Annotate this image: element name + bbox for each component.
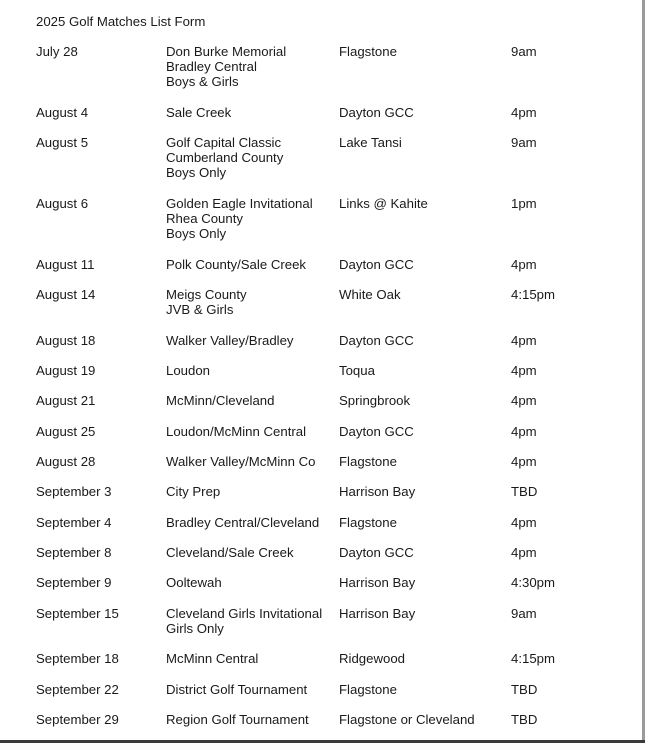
match-event [166, 333, 294, 348]
match-event [166, 424, 306, 439]
match-event-line: Walker Valley/Bradley [166, 333, 294, 348]
match-event-line: Ooltewah [166, 575, 222, 590]
match-event-line: JVB & Girls [166, 302, 234, 318]
match-event-line: Loudon/McMinn Central [166, 424, 307, 439]
match-event-line: Cleveland Girls Invitational [166, 606, 323, 621]
match-date: September 18 [36, 651, 119, 666]
match-location: Flagstone or Cleveland [339, 712, 475, 727]
match-event-line: Boys & Girls [166, 74, 239, 90]
match-time: TBD [511, 484, 538, 499]
match-event [166, 682, 307, 697]
match-event-line: McMinn Central [166, 651, 259, 666]
match-event-line: Golden Eagle Invitational [166, 196, 313, 211]
match-date: August 21 [36, 393, 96, 408]
match-time: 4pm [511, 454, 537, 469]
match-event-line: Walker Valley/McMinn Co [166, 454, 316, 469]
match-event [166, 454, 316, 469]
match-event-line: Bradley Central [166, 59, 257, 75]
match-event [166, 257, 306, 272]
match-time: 4pm [511, 545, 537, 560]
match-location: Harrison Bay [339, 575, 416, 590]
match-event-line: Golf Capital Classic [166, 135, 282, 150]
match-event-line: Sale Creek [166, 105, 232, 120]
match-time: 4:15pm [511, 287, 555, 302]
match-event-line: Boys Only [166, 165, 227, 181]
match-event [166, 606, 322, 636]
match-time: 4:15pm [511, 651, 555, 666]
match-date: September 22 [36, 682, 119, 697]
match-location: Dayton GCC [339, 333, 414, 348]
match-location: Dayton GCC [339, 105, 414, 120]
match-event-line: Meigs County [166, 287, 247, 302]
match-event-line: Polk County/Sale Creek [166, 257, 307, 272]
match-event-line: Girls Only [166, 621, 224, 637]
match-event [166, 712, 309, 727]
match-time: 4pm [511, 257, 537, 272]
match-event [166, 44, 286, 90]
match-date: September 4 [36, 515, 112, 530]
match-location: Harrison Bay [339, 484, 416, 499]
match-location: Dayton GCC [339, 545, 414, 560]
match-location: Harrison Bay [339, 606, 416, 621]
match-event-line: Don Burke Memorial [166, 44, 287, 59]
match-time: 4pm [511, 333, 537, 348]
match-date: September 29 [36, 712, 119, 727]
match-date: August 4 [36, 105, 89, 120]
match-date: August 6 [36, 196, 89, 211]
match-time: 1pm [511, 196, 537, 211]
match-time: 9am [511, 44, 537, 59]
match-location: Springbrook [339, 393, 411, 408]
match-time: 4pm [511, 393, 537, 408]
match-event [166, 287, 247, 317]
match-event [166, 196, 313, 242]
match-date: September 8 [36, 545, 112, 560]
match-location: Toqua [339, 363, 375, 378]
match-location: Ridgewood [339, 651, 405, 666]
match-event-line: Cleveland/Sale Creek [166, 545, 294, 560]
match-time: 4pm [511, 105, 537, 120]
match-location: Flagstone [339, 515, 397, 530]
match-event-line: McMinn/Cleveland [166, 393, 275, 408]
match-location: Dayton GCC [339, 257, 414, 272]
match-event [166, 484, 220, 499]
match-event-line: Loudon [166, 363, 211, 378]
match-date: August 11 [36, 257, 95, 272]
match-time: 4:30pm [511, 575, 555, 590]
match-date: August 28 [36, 454, 96, 469]
match-event-line: Region Golf Tournament [166, 712, 309, 727]
match-time: 4pm [511, 515, 537, 530]
match-event [166, 105, 231, 120]
match-date: September 3 [36, 484, 112, 499]
match-location: Flagstone [339, 44, 397, 59]
match-event [166, 575, 222, 590]
match-event-line: District Golf Tournament [166, 682, 308, 697]
match-event [166, 515, 319, 530]
match-date: September 15 [36, 606, 119, 621]
match-time: TBD [511, 682, 538, 697]
match-event [166, 393, 274, 408]
match-date: July 28 [36, 44, 78, 59]
match-event-line: Cumberland County [166, 150, 284, 166]
match-event-line: Boys Only [166, 226, 227, 242]
match-location: Flagstone [339, 454, 397, 469]
match-event [166, 135, 283, 181]
match-date: August 18 [36, 333, 96, 348]
match-date: August 5 [36, 135, 89, 150]
match-location: Links @ Kahite [339, 196, 428, 211]
match-location: Lake Tansi [339, 135, 402, 150]
match-time: 9am [511, 135, 537, 150]
match-date: August 14 [36, 287, 96, 302]
match-event-line: City Prep [166, 484, 221, 499]
match-event [166, 651, 258, 666]
match-event [166, 545, 294, 560]
match-event [166, 363, 210, 378]
match-event-line: Bradley Central/Cleveland [166, 515, 320, 530]
match-location: Dayton GCC [339, 424, 414, 439]
match-time: 4pm [511, 424, 537, 439]
match-event-line: Rhea County [166, 211, 243, 227]
match-location: White Oak [339, 287, 401, 302]
match-date: August 25 [36, 424, 96, 439]
match-time: 9am [511, 606, 537, 621]
match-date: September 9 [36, 575, 112, 590]
match-time: 4pm [511, 363, 537, 378]
match-location: Flagstone [339, 682, 397, 697]
match-time: TBD [511, 712, 538, 727]
document-title: 2025 Golf Matches List Form [36, 14, 206, 29]
match-date: August 19 [36, 363, 96, 378]
